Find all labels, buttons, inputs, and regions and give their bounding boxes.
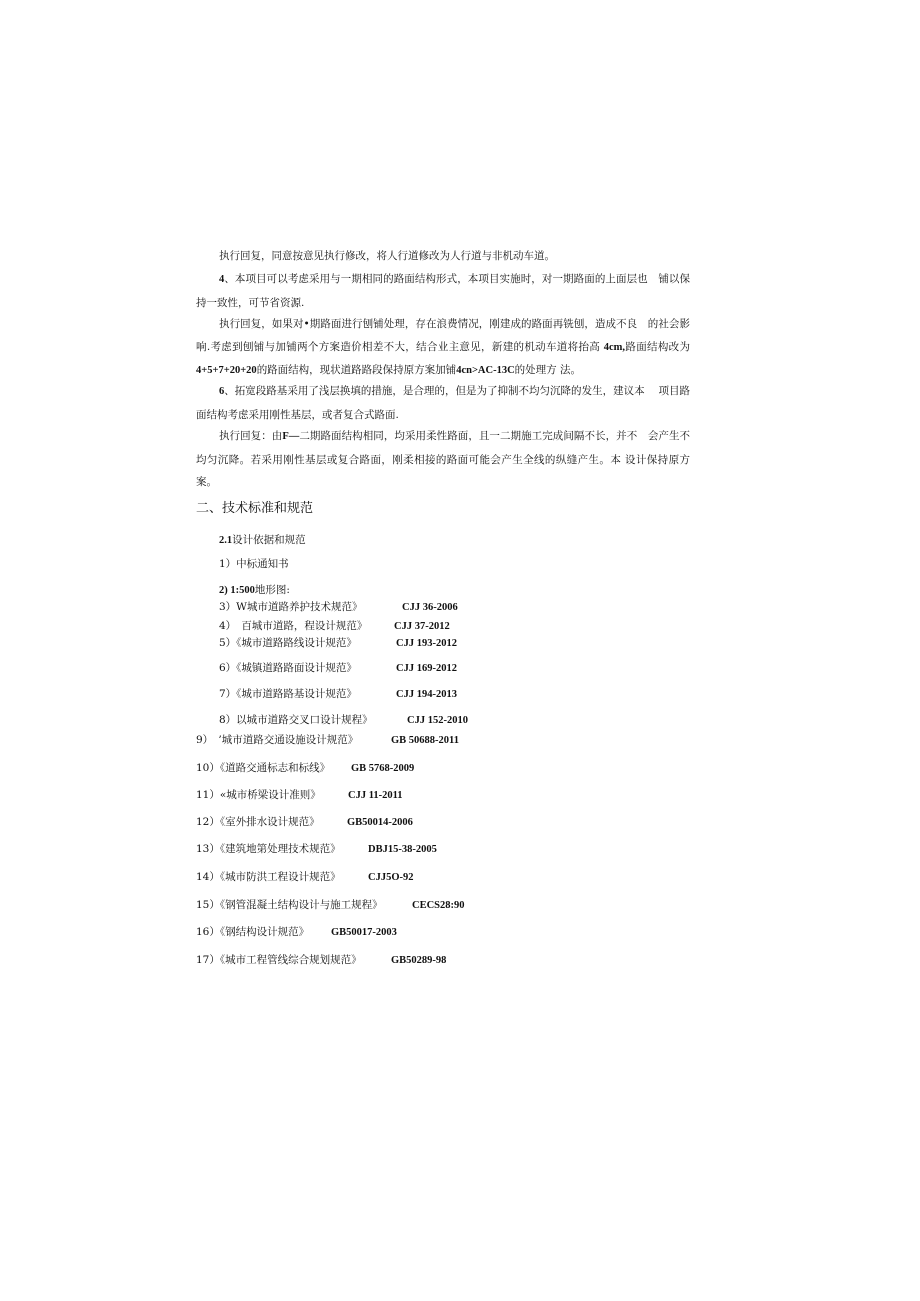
list-item: 12）《室外排水设计规范》 bbox=[196, 816, 320, 828]
list-item: 10）《道路交通标志和标线》 bbox=[196, 762, 331, 774]
standard-code: GB50014-2006 bbox=[347, 817, 413, 828]
paragraph-bold: 4cn>AC-13C bbox=[456, 365, 515, 376]
list-item: 7）《城市道路路基设计规范》 bbox=[219, 688, 357, 700]
list-item: 11）«城市桥梁设计准则》 bbox=[196, 789, 321, 801]
paragraph-reply-3 bbox=[196, 425, 690, 494]
paragraph-bold: 4+5+7+20+20 bbox=[196, 365, 257, 376]
standard-code: CJJ 152-2010 bbox=[407, 715, 468, 726]
list-item: 16）《钢结构设计规范》 bbox=[196, 926, 310, 938]
paragraph-text: 、拓宽段路基采用了浅层换填的措施，是合理的，但是为了抑制不均匀沉降的发生，建议本 项目路面结构考虑采用刚性基层，或者复合式路面. bbox=[196, 385, 690, 421]
standard-code: GB50289-98 bbox=[391, 955, 447, 966]
paragraph-bold: 4cm, bbox=[603, 341, 626, 353]
standard-code: CJJ 36-2006 bbox=[402, 602, 458, 613]
standard-code: CJJ 37-2012 bbox=[394, 621, 450, 632]
standard-code: GB 50688-2011 bbox=[391, 735, 459, 746]
subsection-number: 2.1 bbox=[219, 535, 233, 546]
paragraph-number: 4 bbox=[219, 274, 225, 285]
standard-code: DBJ15-38-2005 bbox=[368, 844, 437, 855]
paragraph-bold: F— bbox=[282, 431, 300, 442]
subsection-title bbox=[219, 533, 306, 548]
list-item: 15）《钢管混凝土结构设计与施工规程》 bbox=[196, 899, 383, 911]
list-item: 4） 百城市道路，程设计规范》 bbox=[219, 620, 368, 632]
paragraph-text: 二期路面结构相同，均采用柔性路面，且一二期施工完成间隔不长，并不 会产生不均匀沉降。若采用刚性基层或复合路面，刚柔相接的路面可能会产生全线的纵缝产生。本 设计保持原方案。 bbox=[196, 430, 691, 488]
list-item: 5）《城市道路路线设计规范》 bbox=[219, 637, 357, 649]
paragraph-text: 执行回复，同意按意见执行修改，将人行道修改为人行道与非机动车道。 bbox=[219, 250, 555, 262]
paragraph-reply-2 bbox=[196, 313, 690, 383]
list-item-label: 地形图: bbox=[254, 584, 290, 596]
list-item: 9） ’城市道路交通设施设计规范》 bbox=[196, 734, 359, 746]
list-item: 13）《建筑地第处理技术规范》 bbox=[196, 843, 341, 855]
subsection-label: 设计依据和规范 bbox=[232, 534, 306, 546]
paragraph-item-6 bbox=[196, 380, 690, 426]
paragraph-text: 执行回复，如果对•期路面进行刨铺处理，存在浪费情况，刚建成的路面再铣刨，造成不良 的社会影响.考虑到刨铺与加铺两个方案造价相差不大，结合业主意见，新建的机动车道将抬高 bbox=[196, 318, 690, 353]
standard-code: GB 5768-2009 bbox=[351, 763, 415, 774]
list-item: 1）中标通知书 bbox=[219, 558, 289, 570]
list-item: 14）《城市防洪工程设计规范》 bbox=[196, 871, 341, 883]
section-heading: 二、技术标准和规范 bbox=[196, 501, 314, 516]
list-item: 17）《城市工程管线综合规划规范》 bbox=[196, 954, 362, 966]
list-item bbox=[219, 583, 290, 598]
standard-code: CJJ5O-92 bbox=[368, 872, 414, 883]
paragraph-text: 的处理方 法。 bbox=[514, 364, 582, 376]
list-item: 3）W城市道路养护技术规范》 bbox=[219, 601, 363, 613]
paragraph-reply-1 bbox=[196, 245, 690, 268]
list-item: 6）《城镇道路路面设计规范》 bbox=[219, 662, 357, 674]
paragraph-text: 路面结构改为 bbox=[625, 340, 690, 353]
standard-code: CJJ 194-2013 bbox=[396, 689, 457, 700]
paragraph-text: 执行回复：由 bbox=[219, 430, 283, 442]
paragraph-text: 的路面结构，现状道路路段保持原方案加铺 bbox=[256, 364, 457, 376]
paragraph-number: 6 bbox=[219, 386, 225, 397]
standard-code: CJJ 169-2012 bbox=[396, 663, 457, 674]
paragraph-item-4 bbox=[196, 268, 690, 314]
standard-code: CJJ 193-2012 bbox=[396, 638, 457, 649]
standard-code: GB50017-2003 bbox=[331, 927, 397, 938]
standard-code: CJJ 11-2011 bbox=[348, 790, 403, 801]
list-item-bold: 2) 1:500 bbox=[219, 585, 255, 596]
standard-code: CECS28:90 bbox=[412, 900, 465, 911]
paragraph-text: 、本项目可以考虑采用与一期相同的路面结构形式，本项目实施时，对一期路面的上面层也 铺以保持一致性，可节省资源. bbox=[196, 273, 690, 309]
list-item: 8）以城市道路交叉口设计规程》 bbox=[219, 714, 373, 726]
